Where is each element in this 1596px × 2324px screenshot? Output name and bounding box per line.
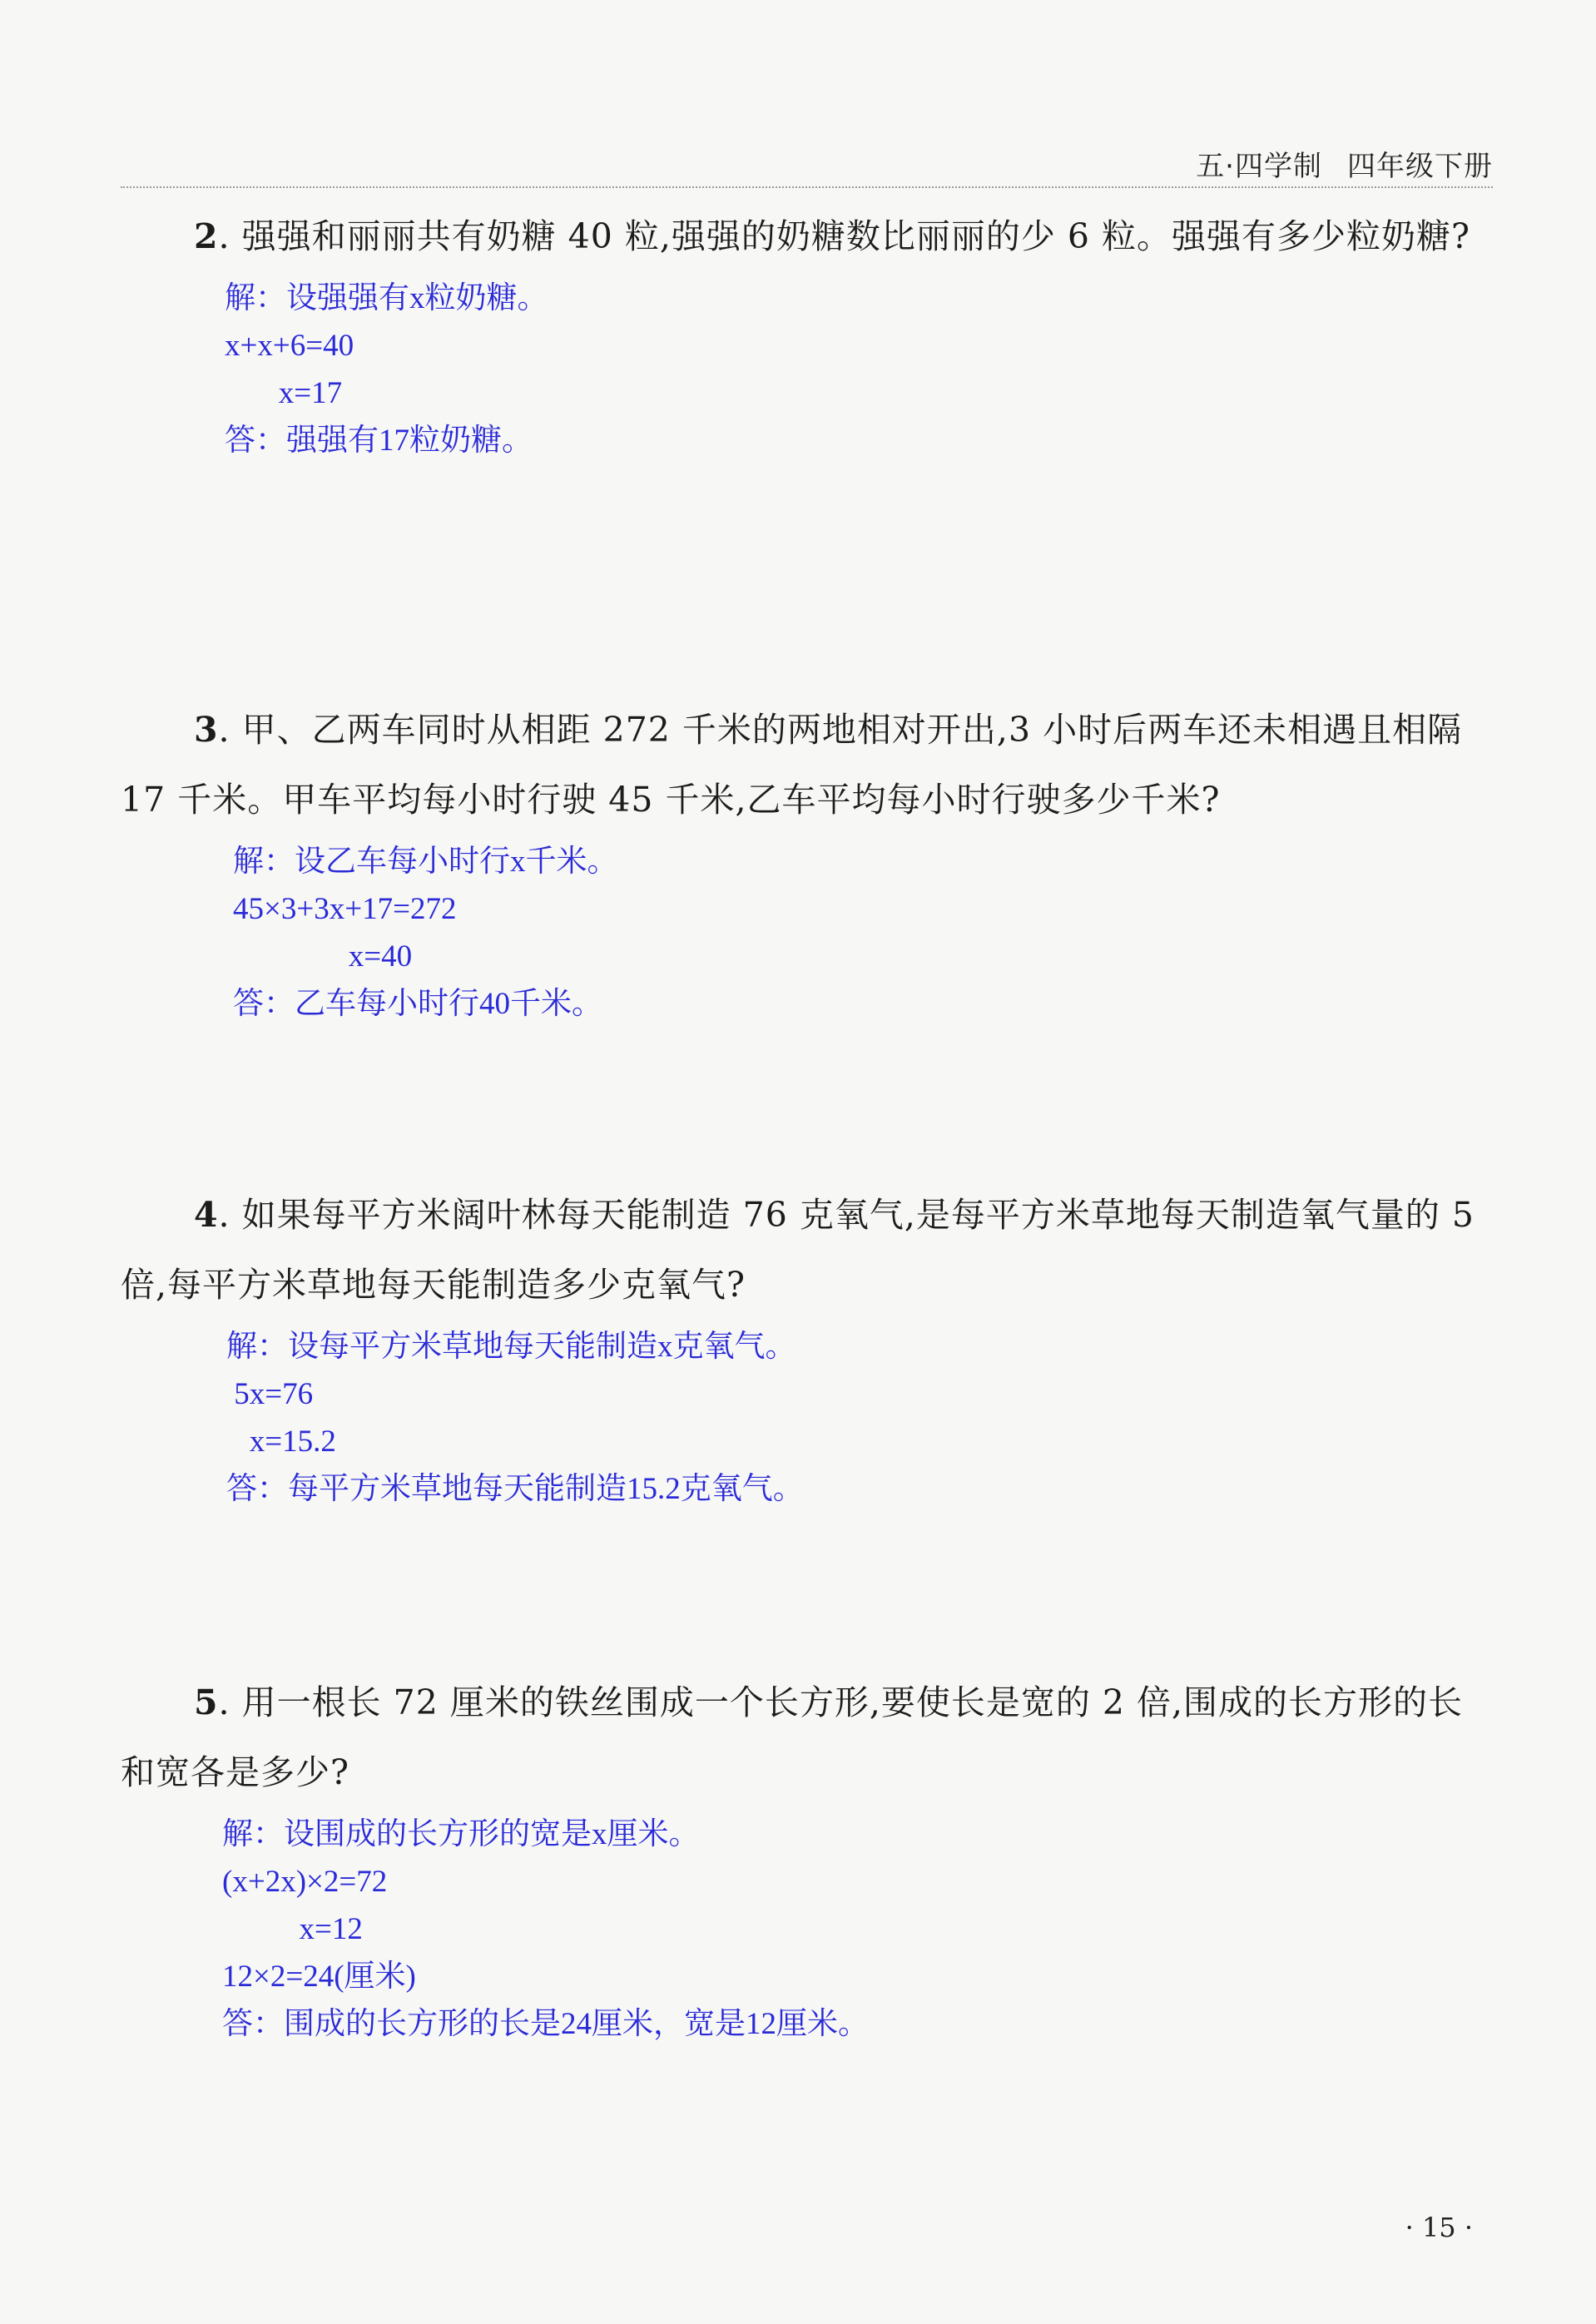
problem-2 (121, 201, 1494, 464)
question-text (121, 695, 1494, 835)
answer-line: x=12 (222, 1912, 363, 1946)
answer-line: x+x+6=40 (225, 329, 354, 363)
question-text (121, 1667, 1494, 1807)
page-header (1196, 143, 1493, 184)
answer-line: 5x=76 (226, 1377, 314, 1411)
answer-line: 解：设强强有x粒奶糖。 (225, 281, 548, 315)
header-series: 五·四学制 (1196, 150, 1322, 183)
answer-line: 答：乙车每小时行40千米。 (233, 987, 602, 1021)
answer-line: 解：设每平方米草地每天能制造x克氧气。 (226, 1330, 796, 1364)
question-number: 4 (194, 1195, 219, 1235)
question-number: 2 (194, 216, 219, 256)
problem-4 (121, 1180, 1494, 1513)
question-body: . 甲、乙两车同时从相距 272 千米的两地相对开出,3 小时后两车还未相遇且相隔 17 千米。甲车平均每小时行驶 45 千米,乙车平均每小时行驶多少千米? (121, 710, 1463, 820)
answer-line: 答：围成的长方形的长是24厘米，宽是12厘米。 (222, 2007, 869, 2041)
problem-3 (121, 695, 1494, 1028)
answer-block (226, 1323, 1494, 1513)
question-body: . 如果每平方米阔叶林每天能制造 76 克氧气,是每平方米草地每天制造氧气量的 5 倍,每平方米草地每天能制造多少克氧气? (121, 1195, 1475, 1305)
answer-line: x=17 (225, 376, 343, 410)
header-divider (121, 186, 1493, 188)
answer-line: (x+2x)×2=72 (222, 1865, 388, 1899)
question-number: 3 (194, 710, 219, 750)
answer-line: 45×3+3x+17=272 (233, 892, 457, 926)
question-text (121, 201, 1494, 271)
answer-line: 解：设围成的长方形的宽是x厘米。 (222, 1817, 700, 1851)
answer-block (222, 1811, 1494, 2048)
question-body: . 用一根长 72 厘米的铁丝围成一个长方形,要使长是宽的 2 倍,围成的长方形的长和宽各是多少? (121, 1682, 1464, 1792)
question-body: . 强强和丽丽共有奶糖 40 粒,强强的奶糖数比丽丽的少 6 粒。强强有多少粒奶糖? (218, 216, 1470, 256)
answer-line: x=15.2 (226, 1425, 336, 1459)
answer-line: 答：强强有17粒奶糖。 (225, 424, 533, 458)
answer-block (233, 838, 1494, 1028)
page-number: · 15 · (1405, 2212, 1473, 2243)
problem-5 (121, 1667, 1494, 2048)
question-text (121, 1180, 1494, 1320)
question-number: 5 (194, 1682, 219, 1722)
header-grade: 四年级下册 (1347, 150, 1493, 183)
answer-block (225, 275, 1494, 464)
answer-line: 12×2=24(厘米) (222, 1960, 416, 1994)
answer-line: 解：设乙车每小时行x千米。 (233, 845, 618, 879)
answer-line: x=40 (233, 939, 413, 974)
answer-line: 答：每平方米草地每天能制造15.2克氧气。 (226, 1472, 804, 1506)
